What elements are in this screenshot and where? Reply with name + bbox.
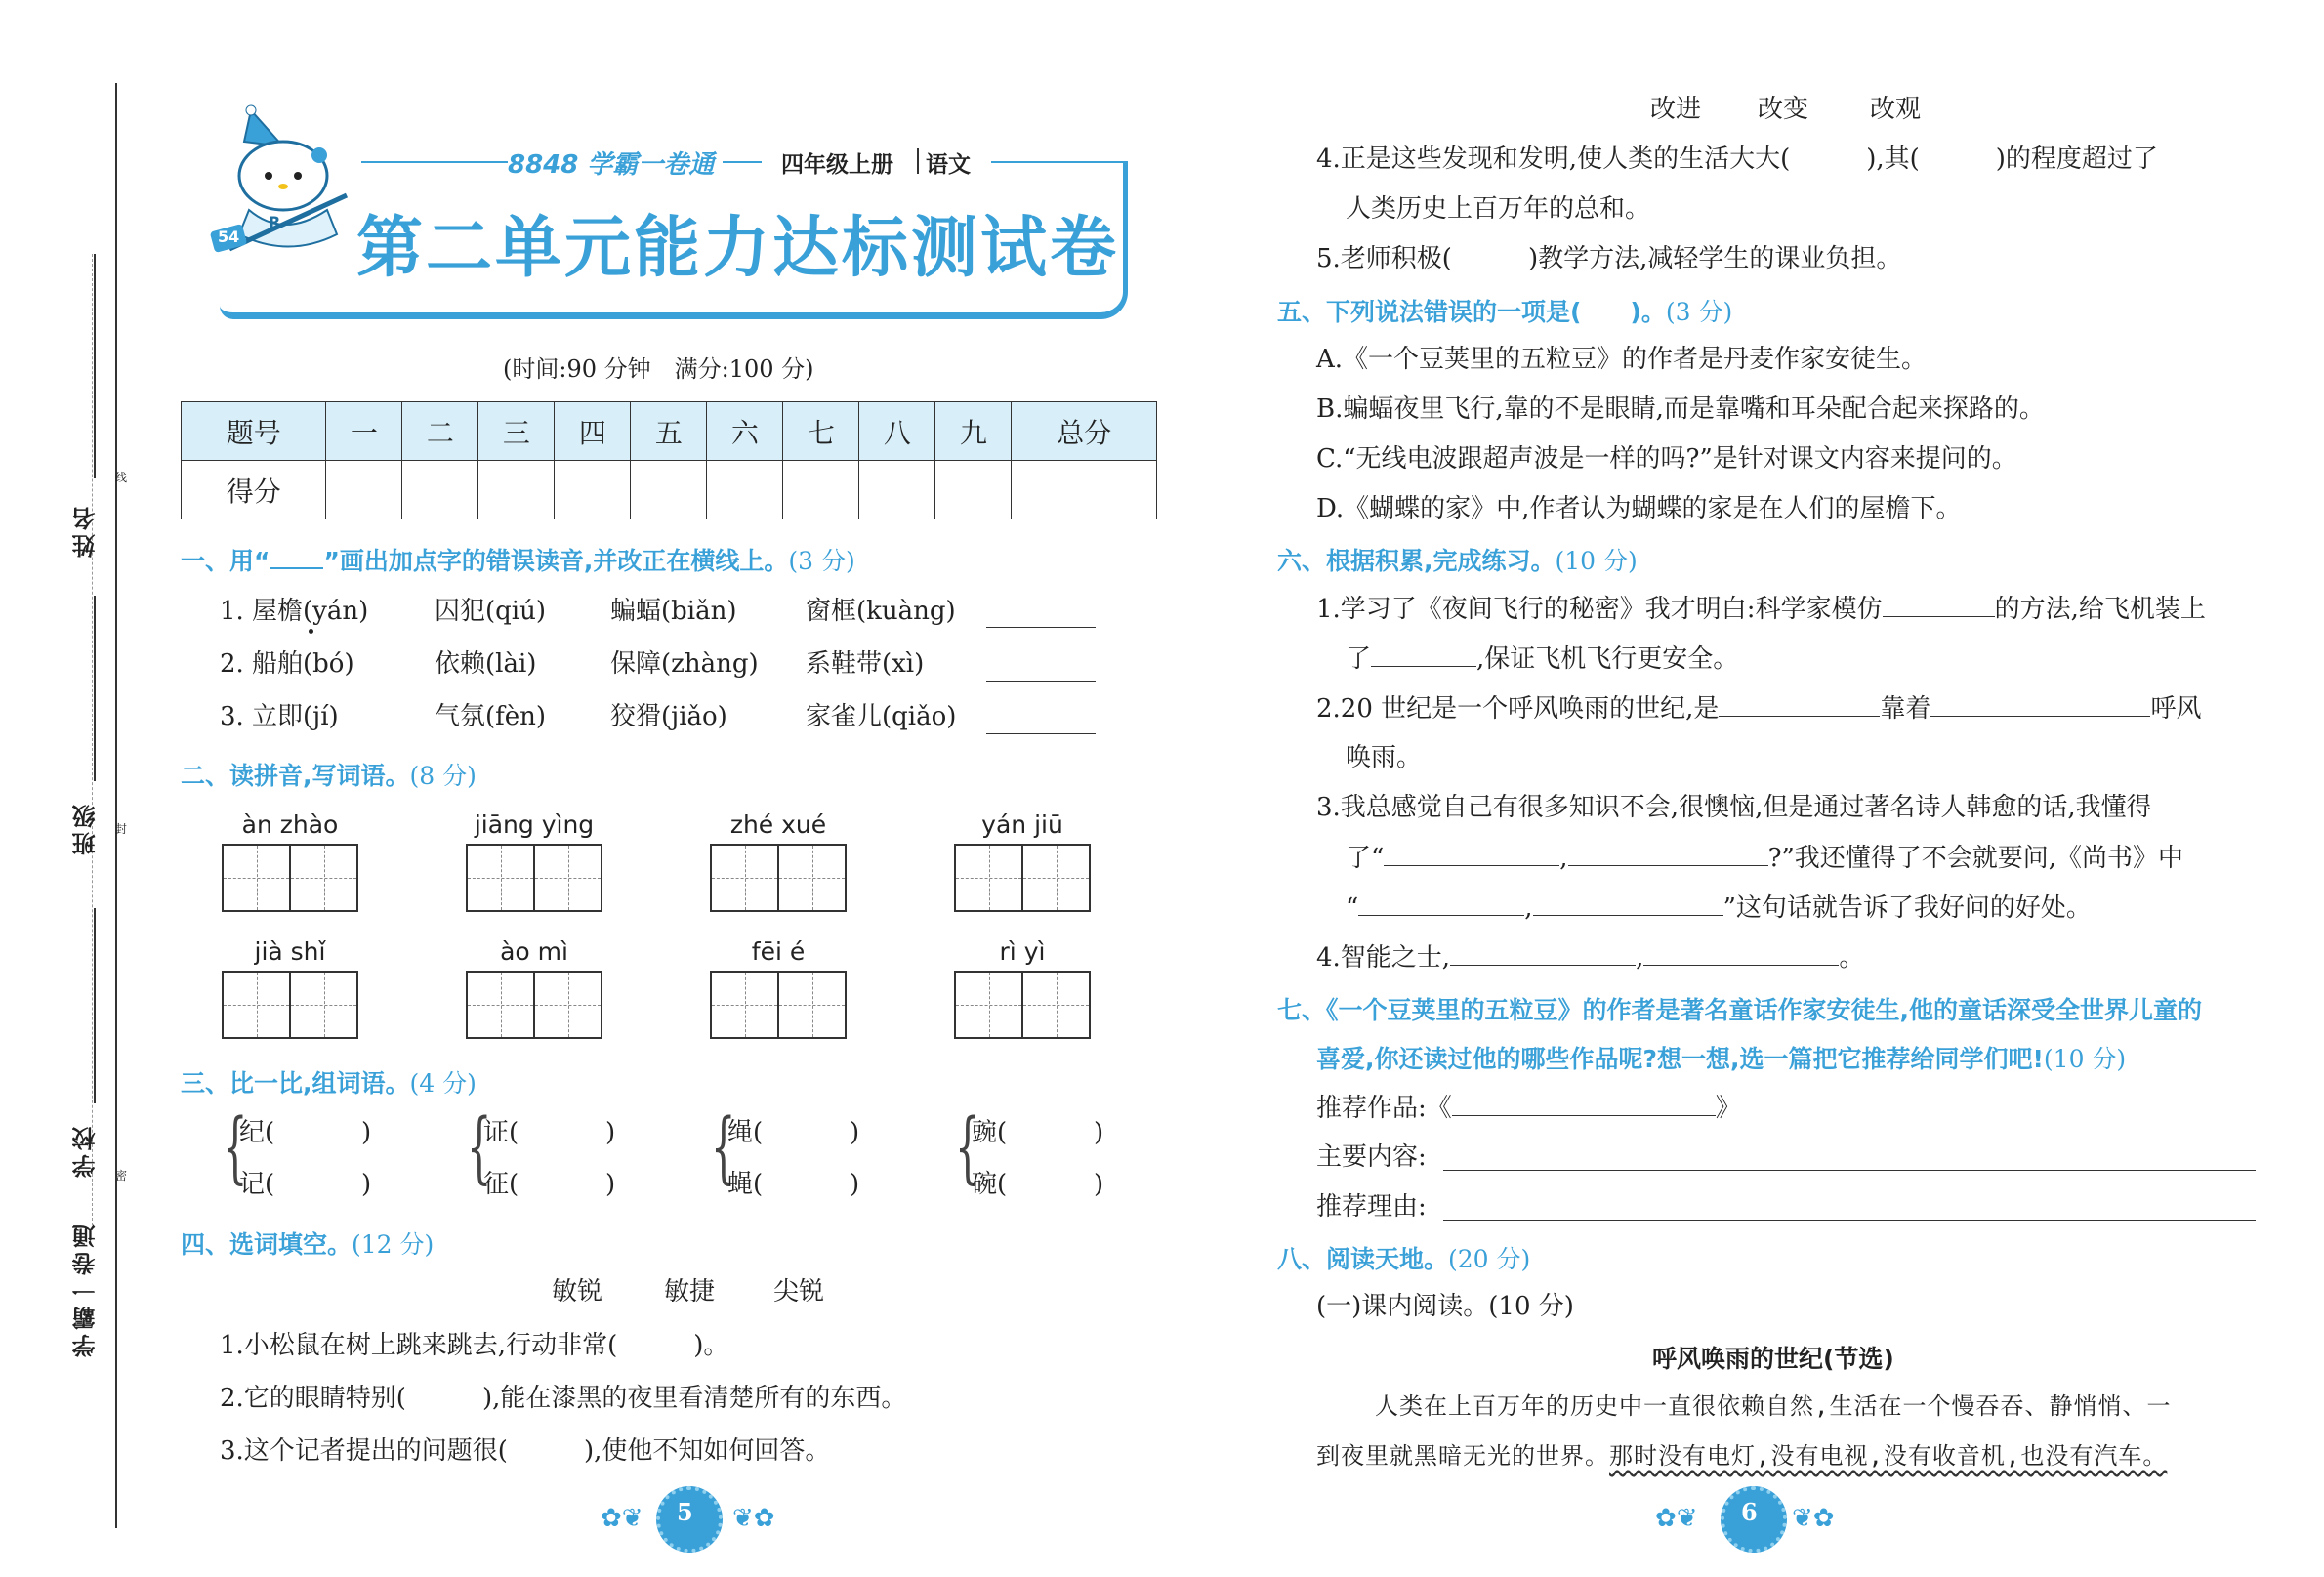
q3-close: ) (361, 1170, 372, 1199)
q3-close: ) (361, 1118, 372, 1147)
passage-line: 到夜里就黑暗无光的世界。那时没有电灯,没有电视,没有收音机,也没有汽车。 (1316, 1442, 2168, 1470)
q6-line: 1.学习了《夜间飞行的秘密》我才明白:科学家模仿 的方法,给飞机装上 (1316, 591, 2206, 627)
q4-word-option: 改变 (1758, 95, 1809, 124)
q6-line: 了“ , ?”我还懂得了不会就要问,《尚书》中 (1346, 840, 2183, 876)
q4-word-option: 改观 (1870, 95, 1922, 124)
q7-content-line[interactable] (1443, 1170, 2256, 1171)
brace-icon: { (223, 1101, 248, 1192)
brace-icon: { (955, 1101, 980, 1192)
q4-sentence: 3.这个记者提出的问题很( ),使他不知如何回答。 (220, 1436, 831, 1466)
q6-line: 3.我总感觉自己有很多知识不会,很懊恼,但是通过著名诗人韩愈的话,我懂得 (1316, 793, 2152, 822)
fill-blank[interactable] (1719, 690, 1880, 717)
fill-blank[interactable] (1883, 591, 1995, 617)
binding-xian: 线 (115, 471, 128, 484)
score-table (181, 401, 1157, 519)
score-input-cell[interactable] (555, 461, 631, 519)
fill-blank[interactable] (1930, 690, 2150, 717)
grade-label: 四年级上册 (781, 152, 893, 178)
school-underline (94, 908, 96, 1103)
class-underline (94, 596, 96, 781)
tianzi-grid[interactable] (710, 844, 847, 912)
score-cell: 二 (402, 402, 478, 461)
q1-title: 一、用“ ”画出加点字的错误读音,并改正在横线上。(3 分) (181, 547, 855, 575)
q5-title: 五、下列说法错误的一项是( )。(3 分) (1277, 298, 1733, 326)
score-cell: 一 (326, 402, 402, 461)
score-input-cell[interactable] (859, 461, 935, 519)
q3-word: 绳( (727, 1118, 764, 1147)
score-cell: 三 (478, 402, 555, 461)
q4-sentence: 4.正是这些发现和发明,使人类的生活大大( ),其( )的程度超过了 (1316, 145, 2158, 174)
score-input-cell[interactable] (1012, 461, 1157, 519)
tianzi-grid[interactable] (222, 971, 358, 1039)
q3-close: ) (850, 1118, 860, 1147)
fill-blank[interactable] (1371, 641, 1476, 667)
score-cell: 四 (555, 402, 631, 461)
q6-line: 2.20 世纪是一个呼风唤雨的世纪,是 靠着 呼风 (1316, 690, 2201, 726)
leaf-icon: ❦✿ (1792, 1504, 1835, 1533)
binding-dashed-line (92, 254, 93, 1230)
q7-reason-line[interactable] (1443, 1220, 2256, 1221)
score-input-cell[interactable] (631, 461, 707, 519)
school-label: 学校 (72, 1123, 100, 1178)
q3-word: 征( (483, 1170, 519, 1199)
pinyin-text: àn zhào (241, 810, 339, 839)
score-input-cell[interactable] (783, 461, 859, 519)
q7-title-cont: 喜爱,你还读过他的哪些作品呢?想一想,选一篇把它推荐给同学们吧!(10 分) (1316, 1045, 2127, 1073)
q1-answer-line[interactable] (986, 681, 1096, 682)
q4-word-option: 敏锐 (552, 1277, 603, 1307)
q4-sentence: 1.小松鼠在树上跳来跳去,行动非常( )。 (220, 1331, 729, 1360)
q5-option[interactable]: A.《一个豆荚里的五粒豆》的作者是丹麦作家安徒生。 (1316, 345, 1928, 374)
q1-row-2: 2. (220, 649, 244, 679)
q7-field: 推荐作品:《 》 (1316, 1090, 1741, 1126)
pinyin-text: zhé xué (729, 810, 827, 839)
q7-field-label: 推荐理由: (1316, 1192, 1427, 1222)
q3-close: ) (1094, 1170, 1104, 1199)
q5-option[interactable]: D.《蝴蝶的家》中,作者认为蝴蝶的家是在人们的屋檐下。 (1316, 494, 1962, 523)
q4-sentence-cont: 人类历史上百万年的总和。 (1346, 194, 1651, 224)
q4-sentence: 5.老师积极( )教学方法,减轻学生的课业负担。 (1316, 244, 1902, 273)
q1-underline-sample (270, 567, 323, 569)
q4-word-option: 敏捷 (664, 1277, 716, 1307)
pinyin-writing-box[interactable] (466, 937, 602, 1039)
leaf-icon: ❦✿ (732, 1504, 775, 1533)
score-cell: 八 (859, 402, 935, 461)
pinyin-text: yán jiū (981, 810, 1063, 839)
subject-label: 语文 (926, 152, 971, 178)
page-title: 第二单元能力达标测试卷 (356, 210, 1120, 287)
q5-option[interactable]: C.“无线电波跟超声波是一样的吗?”是针对课文内容来提问的。 (1316, 444, 2017, 474)
pinyin-text: jià shǐ (254, 937, 326, 966)
q1-row-3: 3. (220, 702, 244, 731)
name-underline (94, 254, 96, 478)
q3-word: 证( (483, 1118, 519, 1147)
fill-blank[interactable] (1643, 939, 1839, 966)
q8-title: 八、阅读天地。(20 分) (1277, 1245, 1531, 1273)
pinyin-writing-box[interactable] (222, 937, 358, 1039)
q1-item: 蝙蝠(biǎn) (610, 597, 737, 626)
score-input-cell[interactable] (478, 461, 555, 519)
pinyin-writing-box[interactable] (954, 937, 1091, 1039)
q3-word: 记( (239, 1170, 275, 1199)
q6-line: “ , ”这句话就告诉了我好问的好处。 (1346, 890, 2092, 926)
tianzi-grid[interactable] (222, 844, 358, 912)
score-cell: 五 (631, 402, 707, 461)
q1-item: 家雀儿(qiǎo) (806, 702, 957, 731)
pinyin-text: jiāng yìng (474, 810, 595, 839)
score-cell: 六 (707, 402, 783, 461)
q4-sentence: 2.它的眼睛特别( ),能在漆黑的夜里看清楚所有的东西。 (220, 1384, 907, 1413)
tianzi-grid[interactable] (466, 844, 602, 912)
score-input-cell[interactable] (402, 461, 478, 519)
q7-title: 七、《一个豆荚里的五粒豆》的作者是著名童话作家安徒生,他的童话深受全世界儿童的 (1277, 996, 2203, 1024)
score-cell: 题号 (182, 402, 326, 461)
leaf-icon: ✿❦ (1655, 1504, 1698, 1533)
leaf-icon: ✿❦ (601, 1504, 643, 1533)
score-cell: 九 (935, 402, 1012, 461)
q8-subsection: (一)课内阅读。(10 分) (1316, 1292, 1574, 1321)
binding-feng: 封 (115, 822, 128, 836)
brace-icon: { (467, 1101, 492, 1192)
q1-item: 系鞋带(xì) (806, 649, 925, 679)
tianzi-grid[interactable] (466, 971, 602, 1039)
binding-mi: 密 (115, 1169, 128, 1183)
q1-item: 依赖(lài) (435, 649, 537, 679)
fill-blank[interactable] (1358, 890, 1524, 916)
series-name: 8848 学霸一卷通 (508, 150, 715, 180)
q1-item: 狡猾(jiǎo) (610, 702, 727, 731)
q7-field-label: 主要内容: (1316, 1142, 1427, 1172)
binding-line (115, 83, 117, 1528)
fill-blank[interactable] (1450, 939, 1636, 966)
q3-word: 纪( (239, 1118, 275, 1147)
q4-title: 四、选词填空。(12 分) (181, 1230, 435, 1259)
q3-close: ) (1094, 1118, 1104, 1147)
q3-word: 豌( (972, 1118, 1008, 1147)
brand-label: 学霸一卷通 (72, 1221, 100, 1357)
fill-blank[interactable] (1452, 1090, 1716, 1116)
q1-item: 立即(jí) (252, 702, 339, 731)
time-note: (时间:90 分钟 满分:100 分) (503, 355, 814, 383)
pinyin-writing-box[interactable] (466, 810, 602, 912)
passage-line: 人类在上百万年的历史中一直很依赖自然,生活在一个慢吞吞、静悄悄、一 (1375, 1392, 2172, 1420)
q3-word: 碗( (972, 1170, 1008, 1199)
q1-item: 囚犯(qiú) (435, 597, 546, 626)
q3-close: ) (605, 1170, 616, 1199)
tianzi-grid[interactable] (710, 971, 847, 1039)
fill-blank[interactable] (1533, 890, 1723, 916)
q1-item: 气氛(fèn) (435, 702, 547, 731)
score-input-cell[interactable] (935, 461, 1012, 519)
pinyin-writing-box[interactable] (222, 810, 358, 912)
tianzi-grid[interactable] (954, 971, 1091, 1039)
q5-option[interactable]: B.蝙蝠夜里飞行,靠的不是眼睛,而是靠嘴和耳朵配合起来探路的。 (1316, 394, 2045, 424)
brace-icon: { (711, 1101, 736, 1192)
q1-item: 屋檐(yán) (252, 597, 369, 626)
q1-answer-line[interactable] (986, 627, 1096, 628)
q3-close: ) (605, 1118, 616, 1147)
q1-item: 船舶(bó) (252, 649, 354, 679)
q1-row-1 (220, 594, 244, 629)
pinyin-text: fēi é (751, 937, 806, 966)
q3-close: ) (850, 1170, 860, 1199)
mascot-letter: R (269, 213, 281, 231)
fill-blank[interactable] (1384, 840, 1559, 866)
q1-item: 窗框(kuàng) (806, 597, 956, 626)
wavy-underlined-sentence: 那时没有电灯,没有电视,没有收音机,也没有汽车。 (1609, 1442, 2168, 1470)
q6-line: 4.智能之士, , 。 (1316, 939, 1864, 975)
pinyin-text: ào mì (500, 937, 568, 966)
q4-word-option: 尖锐 (773, 1277, 825, 1307)
q4-word-option: 改进 (1650, 95, 1702, 124)
tianzi-grid[interactable] (954, 844, 1091, 912)
score-cell: 总分 (1012, 402, 1157, 461)
score-input-cell[interactable] (707, 461, 783, 519)
score-table-row (182, 461, 1157, 519)
score-table-header (182, 402, 1157, 461)
page-number-left: 5 (677, 1498, 693, 1526)
q6-line: 唤雨。 (1346, 743, 1423, 772)
fill-blank[interactable] (1568, 840, 1768, 866)
q6-title: 六、根据积累,完成练习。(10 分) (1277, 547, 1638, 575)
pinyin-writing-box[interactable] (710, 810, 847, 912)
page-number-right: 6 (1741, 1498, 1758, 1526)
q1-row-number: 1. (220, 597, 244, 626)
passage-title: 呼风唤雨的世纪(节选) (1652, 1345, 1894, 1373)
q6-line: 了 ,保证飞机飞行更安全。 (1346, 641, 1738, 677)
score-input-cell[interactable] (326, 461, 402, 519)
class-label: 班级 (72, 801, 100, 855)
name-label: 姓名 (72, 503, 100, 558)
q3-word: 蝇( (727, 1170, 764, 1199)
q2-title: 二、读拼音,写词语。(8 分) (181, 762, 477, 790)
pinyin-writing-box[interactable] (954, 810, 1091, 912)
q1-answer-line[interactable] (986, 733, 1096, 734)
mascot-badge: 54 (218, 228, 240, 246)
q3-title: 三、比一比,组词语。(4 分) (181, 1069, 477, 1098)
score-row-label: 得分 (182, 461, 326, 519)
pinyin-writing-box[interactable] (710, 937, 847, 1039)
score-cell: 七 (783, 402, 859, 461)
pinyin-text: rì yì (999, 937, 1046, 966)
q1-item: 保障(zhàng) (610, 649, 759, 679)
